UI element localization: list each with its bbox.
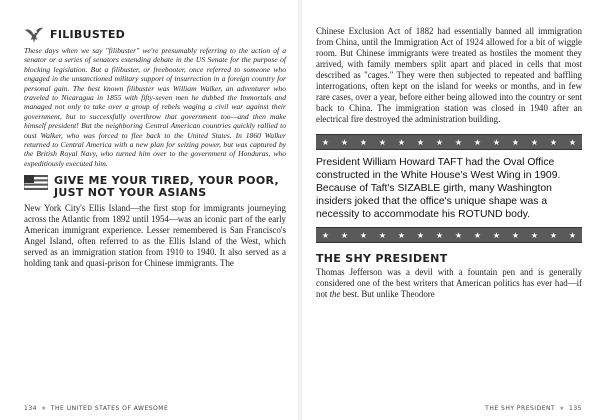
filibuster-body: These days when we say "filibuster" we're presumably referring to the action of a senator or a series of senators extending debate in the US Senate for the purpose of blocking legislation. But a filibuster, or freebooter, once referred to someone who engaged in the unsanctioned military support of insurrection in a foreign country for personal gain. The best known filibuster was William Walker, an adventurer who traveled to Nicaragua in 1855 with fifty-seven men he dubbed the Immortals and managed not only to take over a group of rebels waging a civil war against their government, but to successfully overthrow that government too—and then make himself president! But the neighboring Central American countries quickly rallied to oust Walker, who was forced to flee back to the United States. In 1860 Walker returned to Central America with a new plan for seizing power, but was captured by the British Royal Navy, who turned him over to the government of Honduras, who expeditiously executed him. [24, 46, 286, 168]
shy-body-part1: Thomas Jefferson was a devil with a fountain pen and is generally considered one of the best writers that American politics has ever had—if not [316, 267, 582, 299]
star-divider-top: ★ ★ ★ ★ ★ ★ ★ ★ ★ ★ ★ ★ ★ ★ [316, 134, 582, 150]
shy-president-section-header [316, 253, 582, 265]
star-divider-bottom: ★ ★ ★ ★ ★ ★ ★ ★ ★ ★ ★ ★ ★ ★ [316, 227, 582, 243]
eagle-icon [24, 26, 44, 44]
star-icon: ★ [559, 405, 566, 412]
right-page-number: 135 [569, 405, 582, 412]
shy-president-heading: THE SHY PRESIDENT [316, 252, 448, 265]
filibuster-section-header [24, 26, 286, 44]
ellis-heading [54, 175, 279, 199]
right-running-title: THE SHY PRESIDENT [485, 405, 556, 412]
right-page [300, 0, 600, 420]
star-icon: ★ [40, 405, 47, 412]
ellis-section-header [24, 175, 286, 199]
angel-island-continuation: Chinese Exclusion Act of 1882 had essentially banned all immigration from China, until the Immigration Act of 1924 allowed for a bit of wiggle room. But Chinese immigrants were treated as hostiles the moment they arrived, with family members split apart and placed in cells that most described as "cages." They were then subjected to repeated and baffling interrogations, often kept on the island for weeks or months, and in few rare cases, over a year, before either being allowed into the country or sent back to China. The immigration station was closed in 1940 after an electrical fire destroyed the administration building. [316, 26, 582, 124]
shy-body-emphasis: the [329, 289, 341, 299]
left-running-title: THE UNITED STATES OF AWESOME [50, 405, 169, 412]
filibuster-heading: FILIBUSTED [50, 28, 126, 41]
ellis-heading-line1: GIVE ME YOUR TIRED, YOUR POOR, [54, 174, 279, 188]
american-flag-icon [24, 175, 48, 190]
ellis-heading-line2: JUST NOT YOUR ASIANS [54, 186, 207, 200]
shy-body-part2: best. But unlike Theodore [340, 289, 435, 299]
left-footer [24, 405, 168, 412]
shy-president-body [316, 267, 582, 300]
taft-fact: President William Howard TAFT had the Oval Office constructed in the White House's West Wing in 1909. Because of Taft's SIZABLE girth, many Washington insiders joked that the office's unique shape was a necessity to accommodate his ROTUND body. [316, 157, 561, 220]
right-footer [485, 405, 582, 412]
ellis-body: New York City's Ellis Island—the first stop for immigrants journeying across the Atlantic from 1892 until 1954—was an iconic part of the early American immigrant experience. Lesser remembered is San Francisco's Angel Island, often referred to as the Ellis Island of the West, which served as an immigration station from 1910 to 1940. It also served as a holding tank and quasi-prison for Chinese immigrants. The [24, 203, 286, 269]
left-page-number: 134 [24, 405, 37, 412]
